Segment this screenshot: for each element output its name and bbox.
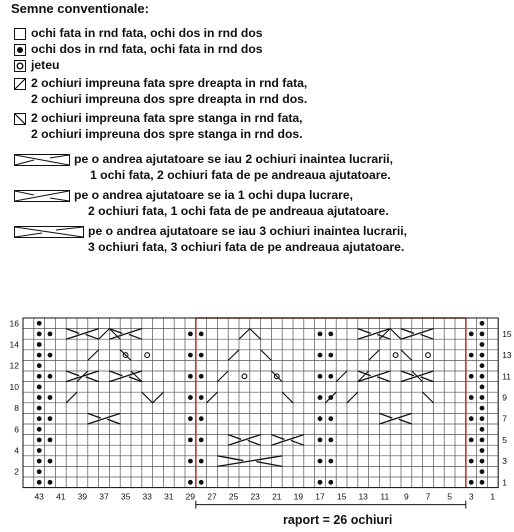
stitch-label: 31 (164, 491, 174, 502)
purl-dot (48, 395, 53, 400)
purl-dot (318, 438, 323, 443)
purl-dot (480, 363, 485, 368)
row-label: 14 (9, 339, 19, 350)
purl-dot (37, 321, 42, 326)
purl-dot (48, 416, 53, 421)
purl-dot (48, 480, 53, 485)
stitch-label: 3 (468, 491, 474, 502)
purl-dot (199, 374, 204, 379)
purl-dot (188, 395, 193, 400)
purl-dot (328, 459, 333, 464)
purl-dot (318, 353, 323, 358)
purl-dot (328, 332, 333, 337)
purl-dot (37, 363, 42, 368)
legend-text: pe o andrea ajutatoare se iau 2 ochiuri inaintea lucrarii, (74, 152, 394, 166)
purl-dot (469, 374, 474, 379)
row-label: 8 (14, 403, 19, 414)
empty-square-icon (14, 28, 26, 40)
purl-dot (480, 416, 485, 421)
purl-dot (37, 406, 42, 411)
purl-dot (37, 469, 42, 474)
purl-dot (188, 332, 193, 337)
stitch-label: 19 (293, 491, 304, 502)
stitch-label: 15 (336, 491, 347, 502)
row-label: 12 (9, 360, 19, 371)
purl-dot (37, 395, 42, 400)
legend-text: 2 ochiuri impreuna fata spre dreapta in rnd fata, (31, 76, 308, 90)
stitch-label: 35 (120, 491, 131, 502)
legend-text: ochi fata in rnd fata, ochi dos in rnd dos (31, 26, 263, 40)
purl-dot (469, 459, 474, 464)
raport-label: raport = 26 ochiuri (283, 513, 393, 527)
purl-dot (48, 459, 53, 464)
legend-title: Semne conventionale: (11, 1, 149, 16)
dot-square-icon (14, 44, 26, 56)
purl-dot (37, 332, 42, 337)
stitch-label: 29 (185, 491, 196, 502)
yarn-over-square-icon (14, 60, 26, 72)
purl-dot (469, 332, 474, 337)
purl-dot (480, 406, 485, 411)
row-label: 9 (502, 392, 507, 403)
purl-dot (480, 374, 485, 379)
row-label: 13 (502, 350, 512, 361)
purl-dot (469, 438, 474, 443)
right-slant-square-icon (14, 78, 26, 90)
purl-dot (480, 469, 485, 474)
purl-dot (48, 332, 53, 337)
stitch-label: 17 (315, 491, 325, 502)
row-label: 16 (9, 318, 19, 329)
row-label: 7 (502, 413, 507, 424)
stitch-label: 11 (380, 491, 390, 502)
purl-dot (188, 353, 193, 358)
row-label: 1 (502, 477, 507, 488)
purl-dot (480, 438, 485, 443)
row-label: 6 (14, 424, 19, 435)
legend-text: 2 ochiuri impreuna fata spre stanga in rnd fata, (31, 111, 303, 125)
legend-text: pe o andrea ajutatoare se iau 3 ochiuri inaintea lucrarii, (88, 224, 408, 238)
purl-dot (48, 353, 53, 358)
stitch-label: 41 (56, 491, 66, 502)
purl-dot (199, 353, 204, 358)
legend-text: 2 ochiuri fata, 1 ochi fata de pe andreaua ajutatoare. (88, 204, 389, 218)
purl-dot (37, 353, 42, 358)
purl-dot (199, 416, 204, 421)
stitch-label: 37 (99, 491, 109, 502)
stitch-label: 9 (404, 491, 409, 502)
legend-text: jeteu (31, 58, 60, 72)
row-label: 4 (14, 445, 19, 456)
stitch-label: 39 (77, 491, 88, 502)
purl-dot (480, 353, 485, 358)
cable-3-left-icon (14, 154, 70, 167)
stitch-label: 43 (34, 491, 44, 502)
purl-dot (480, 342, 485, 347)
purl-dot (469, 416, 474, 421)
purl-dot (37, 480, 42, 485)
purl-dot (188, 438, 193, 443)
purl-dot (480, 427, 485, 432)
stitch-label: 13 (358, 491, 368, 502)
left-slant-square-icon (14, 113, 26, 125)
row-label: 2 (14, 466, 19, 477)
purl-dot (318, 480, 323, 485)
row-label: 3 (502, 456, 507, 467)
purl-dot (199, 395, 204, 400)
row-label: 15 (502, 328, 512, 339)
purl-dot (480, 395, 485, 400)
row-label: 11 (502, 371, 512, 382)
cable-3-right-icon (14, 190, 70, 203)
purl-dot (188, 374, 193, 379)
purl-dot (318, 459, 323, 464)
legend-text: 2 ochiuri impreuna dos spre stanga in rnd dos. (31, 127, 303, 141)
purl-dot (480, 448, 485, 453)
legend-text: ochi dos in rnd fata, ochi fata in rnd dos (31, 42, 263, 56)
purl-dot (480, 385, 485, 390)
purl-dot (480, 321, 485, 326)
purl-dot (37, 342, 42, 347)
purl-dot (188, 459, 193, 464)
purl-dot (37, 416, 42, 421)
purl-dot (188, 480, 193, 485)
purl-dot (37, 385, 42, 390)
purl-dot (188, 416, 193, 421)
purl-dot (328, 416, 333, 421)
purl-dot (318, 416, 323, 421)
purl-dot (48, 374, 53, 379)
row-label: 5 (502, 434, 507, 445)
stitch-label: 7 (425, 491, 431, 502)
purl-dot (199, 438, 204, 443)
cable-6-icon (14, 226, 84, 239)
stitch-label: 33 (142, 491, 152, 502)
legend-text: 3 ochiuri fata, 3 ochiuri fata de pe andreaua ajutatoare. (88, 240, 405, 254)
legend-text: 1 ochi fata, 2 ochiuri fata de pe andreaua ajutatoare. (90, 168, 391, 182)
purl-dot (199, 332, 204, 337)
purl-dot (37, 374, 42, 379)
stitch-label: 27 (207, 491, 217, 502)
purl-dot (328, 374, 333, 379)
stitch-label: 25 (228, 491, 239, 502)
stitch-label: 21 (272, 491, 282, 502)
stitch-label: 5 (447, 491, 452, 502)
knitting-chart (0, 300, 514, 532)
purl-dot (480, 459, 485, 464)
purl-dot (328, 480, 333, 485)
purl-dot (37, 438, 42, 443)
purl-dot (318, 332, 323, 337)
legend-text: 2 ochiuri impreuna dos spre dreapta in rnd dos. (31, 92, 308, 106)
purl-dot (199, 480, 204, 485)
legend-text: pe o andrea ajutatoare se ia 1 ochi dupa lucrare, (74, 188, 354, 202)
purl-dot (199, 459, 204, 464)
stitch-label: 23 (250, 491, 260, 502)
purl-dot (480, 480, 485, 485)
purl-dot (480, 332, 485, 337)
purl-dot (48, 438, 53, 443)
purl-dot (37, 459, 42, 464)
purl-dot (37, 448, 42, 453)
purl-dot (469, 480, 474, 485)
purl-dot (469, 395, 474, 400)
purl-dot (37, 427, 42, 432)
purl-dot (469, 353, 474, 358)
purl-dot (328, 353, 333, 358)
purl-dot (318, 395, 323, 400)
stitch-label: 1 (490, 491, 496, 502)
row-label: 10 (9, 381, 19, 392)
purl-dot (328, 438, 333, 443)
purl-dot (318, 374, 323, 379)
